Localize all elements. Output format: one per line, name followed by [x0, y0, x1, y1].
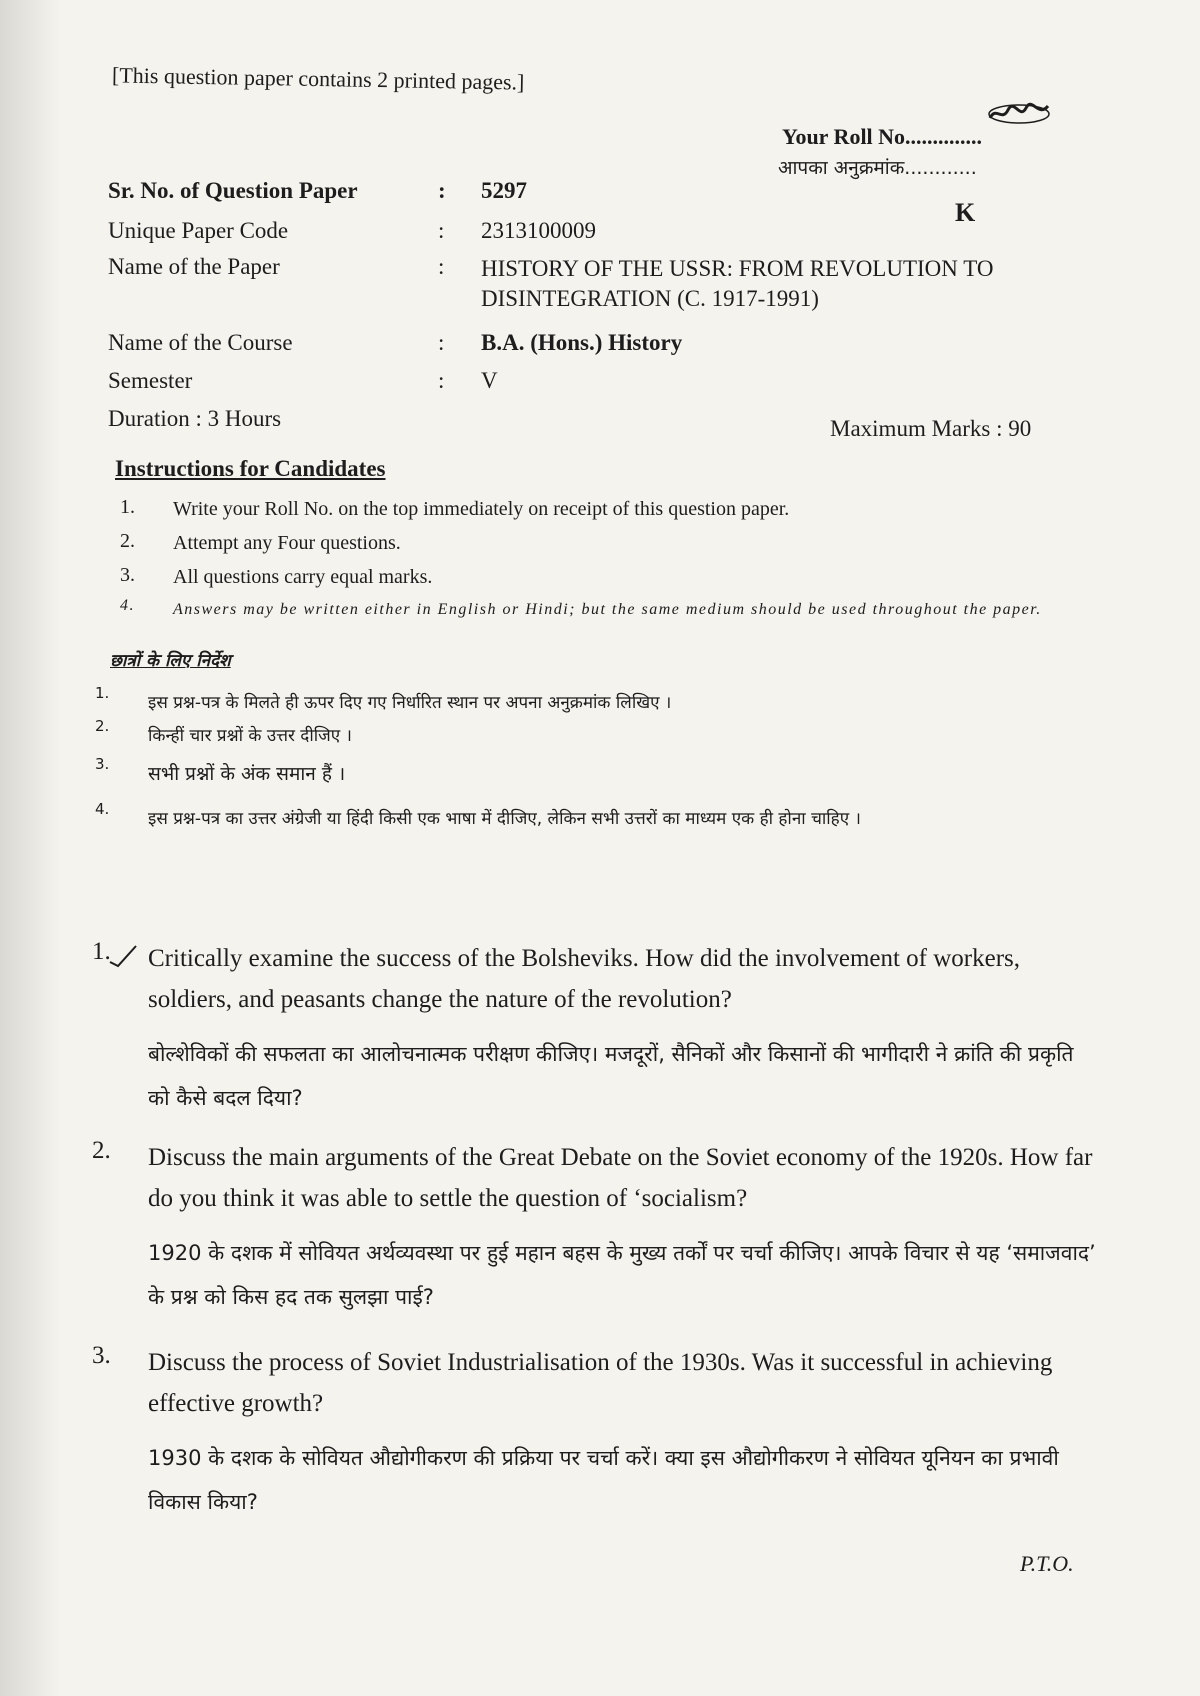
instruction-text: किन्हीं चार प्रश्नों के उत्तर दीजिए । — [148, 726, 353, 746]
roll-number-en: Your Roll No.............. — [782, 124, 983, 149]
question-text-hi: बोल्शेविकों की सफलता का आलोचनात्मक परीक्षण कीजिए। मजदूरों, सैनिकों और किसानों की भागीदारी ने क्रांति की प्रकृति को कैसे बदल दिया? — [148, 1042, 1074, 1110]
instruction-text: Answers may be written either in English or Hindi; but the same medium should be used throughout the paper. — [173, 601, 1042, 618]
question-number: 1. — [92, 938, 111, 965]
pto-label: P.T.O. — [1020, 1551, 1074, 1576]
question-text-hi: 1930 के दशक के सोवियत औद्योगीकरण की प्रक्रिया पर चर्चा करें। क्या इस औद्योगीकरण ने सोवियत यूनियन का प्रभावी विकास किया? — [148, 1446, 1059, 1514]
paper-name-label: Name of the Paper — [108, 254, 280, 279]
page-count-note: [This question paper contains 2 printed pages.] — [111, 62, 525, 95]
instruction-text: Write your Roll No. on the top immediately on receipt of this question paper. — [173, 498, 790, 520]
paper-name-value: HISTORY OF THE USSR: FROM REVOLUTION TO DISINTEGRATION (C. 1917-1991) — [481, 256, 994, 311]
instructions-heading-hi: छात्रों के लिए निर्देश — [110, 651, 231, 671]
course-label: Name of the Course — [108, 330, 293, 355]
instruction-number: 4. — [95, 800, 110, 818]
instruction-number: 2. — [120, 530, 135, 552]
instruction-number: 2. — [95, 717, 110, 735]
instruction-text: सभी प्रश्नों के अंक समान हैं । — [148, 763, 346, 785]
instruction-text: All questions carry equal marks. — [173, 566, 433, 588]
scan-shadow — [0, 0, 60, 1696]
instruction-text: इस प्रश्न-पत्र के मिलते ही ऊपर दिए गए निर्धारित स्थान पर अपना अनुक्रमांक लिखिए । — [148, 693, 672, 713]
instruction-number: 3. — [120, 564, 135, 586]
paper-code-label: Unique Paper Code — [108, 218, 289, 243]
duration: Duration : 3 Hours — [108, 406, 282, 431]
instruction-number: 3. — [95, 755, 110, 773]
handwritten-scribble — [986, 100, 1052, 126]
sr-no-label: Sr. No. of Question Paper — [108, 178, 358, 203]
instruction-text: Attempt any Four questions. — [173, 532, 401, 554]
instruction-number: 1. — [120, 496, 135, 518]
colon: : — [438, 368, 445, 393]
instruction-text: इस प्रश्न-पत्र का उत्तर अंग्रेजी या हिंदी किसी एक भाषा में दीजिए, लेकिन सभी उत्तरों का माध्यम एक ही होना चाहिए । — [148, 809, 861, 829]
question-text-en: Discuss the process of Soviet Industrialisation of the 1930s. Was it successful in achieving effective growth? — [148, 1349, 1053, 1417]
colon: : — [438, 178, 446, 203]
tick-mark-icon — [108, 944, 138, 968]
question-text-hi: 1920 के दशक में सोवियत अर्थव्यवस्था पर हुई महान बहस के मुख्य तर्कों पर चर्चा कीजिए। आपके विचार से यह ‘समाजवाद’ के प्रश्न को किस हद तक सुलझा पाई? — [148, 1241, 1096, 1309]
question-text-en: Critically examine the success of the Bolsheviks. How did the involvement of workers, soldiers, and peasants change the nature of the revolution? — [148, 945, 1021, 1013]
question-number: 3. — [92, 1342, 111, 1369]
question-text-en: Discuss the main arguments of the Great Debate on the Soviet economy of the 1920s. How far do you think it was able to settle the question of ‘socialism? — [148, 1144, 1093, 1212]
instruction-number: 1. — [95, 684, 110, 702]
instruction-number: 4. — [120, 597, 135, 614]
maximum-marks: Maximum Marks : 90 — [830, 416, 1032, 441]
set-letter: K — [955, 198, 976, 227]
question-number: 2. — [92, 1137, 111, 1164]
roll-number-hi: आपका अनुक्रमांक............ — [778, 157, 977, 179]
paper-code-value: 2313100009 — [481, 218, 596, 243]
sr-no-value: 5297 — [481, 178, 527, 203]
instructions-heading-en: Instructions for Candidates — [115, 456, 386, 481]
course-value: B.A. (Hons.) History — [481, 330, 683, 355]
colon: : — [438, 330, 445, 355]
semester-value: V — [481, 368, 498, 393]
colon: : — [438, 254, 445, 279]
colon: : — [438, 218, 445, 243]
semester-label: Semester — [108, 368, 193, 393]
